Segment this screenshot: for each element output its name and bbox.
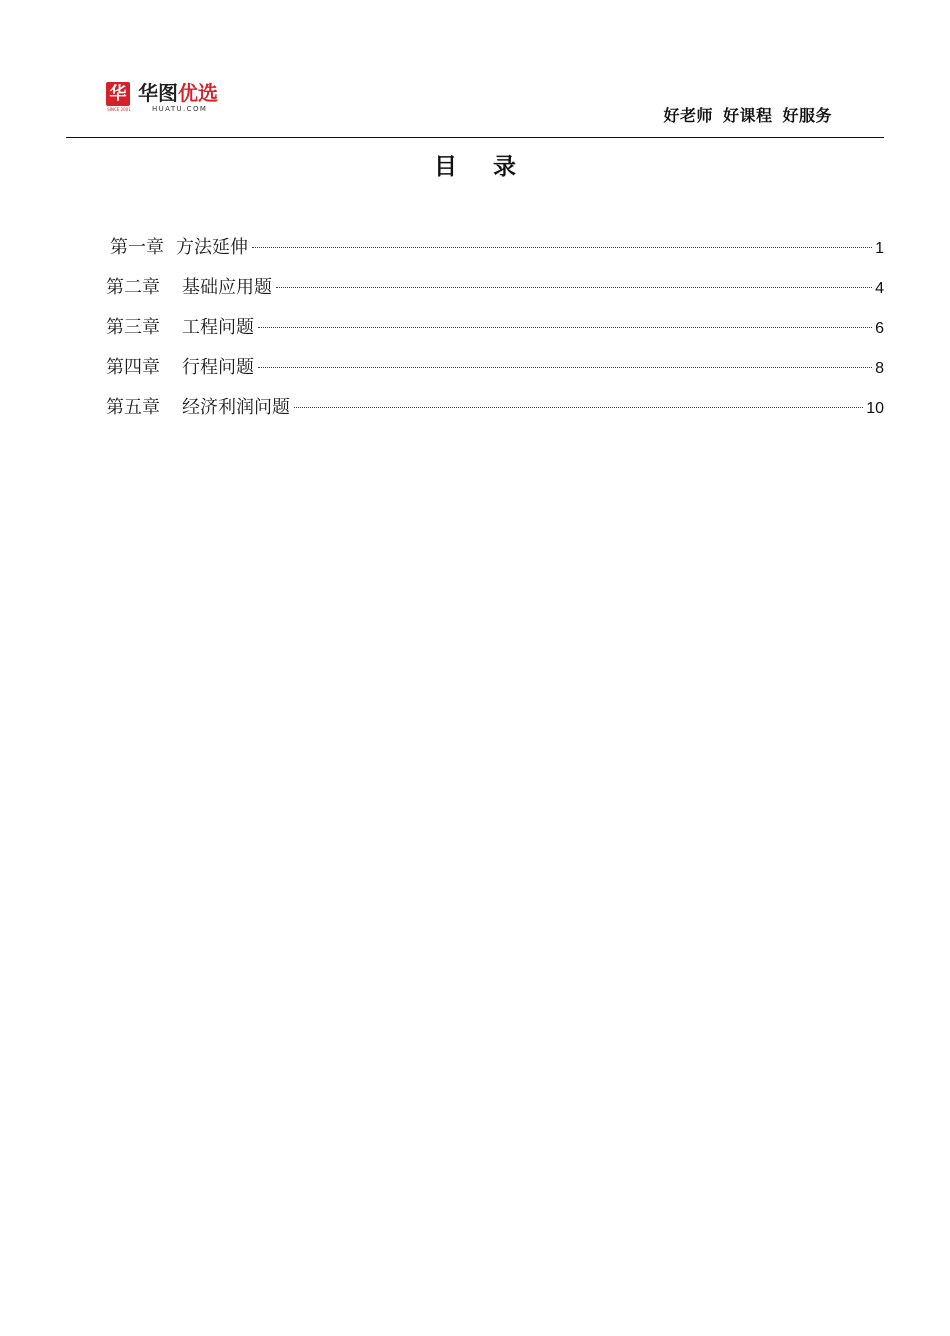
toc-page-number: 8 (875, 360, 884, 377)
logo-name-en: HUATU.COM (152, 105, 208, 113)
huatu-logo (106, 82, 218, 118)
toc-dot-leader (294, 406, 863, 408)
slogan-item: 好老师 (663, 106, 713, 125)
toc-chapter-title: 经济利润问题 (182, 397, 290, 418)
logo-name-cn (138, 82, 218, 104)
toc-dot-leader (252, 246, 872, 248)
logo-text (138, 82, 218, 114)
toc-page-number: 10 (866, 400, 884, 417)
logo-since: SINCE 2001 (107, 107, 131, 112)
toc-chapter-label: 第五章 (106, 397, 160, 418)
toc-page-number: 4 (875, 280, 884, 297)
toc-chapter-label: 第三章 (106, 317, 160, 338)
toc-chapter-title: 工程问题 (182, 317, 254, 338)
slogan-item: 好课程 (722, 106, 773, 125)
toc-dot-leader (276, 286, 872, 288)
toc-entry-1[interactable] (106, 235, 884, 275)
logo-name-cn-part1: 华图 (138, 81, 178, 105)
toc-chapter-label: 第四章 (106, 357, 160, 378)
logo-name-cn-part2: 优选 (178, 81, 218, 105)
toc-chapter-title: 行程问题 (182, 357, 254, 378)
table-of-contents (106, 235, 884, 435)
toc-chapter-label: 第二章 (106, 277, 160, 298)
logo-mark-glyph: 华 (109, 84, 127, 104)
slogan-item: 好服务 (782, 106, 832, 125)
toc-page-number: 1 (875, 240, 884, 257)
toc-entry-4[interactable] (106, 355, 884, 395)
toc-entry-2[interactable] (106, 275, 884, 315)
toc-chapter-title: 方法延伸 (176, 237, 248, 258)
toc-dot-leader (258, 326, 872, 328)
toc-entry-3[interactable] (106, 315, 884, 355)
header-slogan (663, 106, 832, 126)
toc-title: 目 录 (433, 154, 530, 180)
header-divider (66, 137, 884, 138)
logo-mark-icon (106, 82, 132, 112)
toc-chapter-title: 基础应用题 (182, 277, 272, 298)
toc-entry-5[interactable] (106, 395, 884, 435)
page-header (0, 0, 950, 140)
toc-chapter-label: 第一章 (110, 237, 164, 258)
toc-page-number: 6 (875, 320, 884, 337)
toc-dot-leader (258, 366, 872, 368)
